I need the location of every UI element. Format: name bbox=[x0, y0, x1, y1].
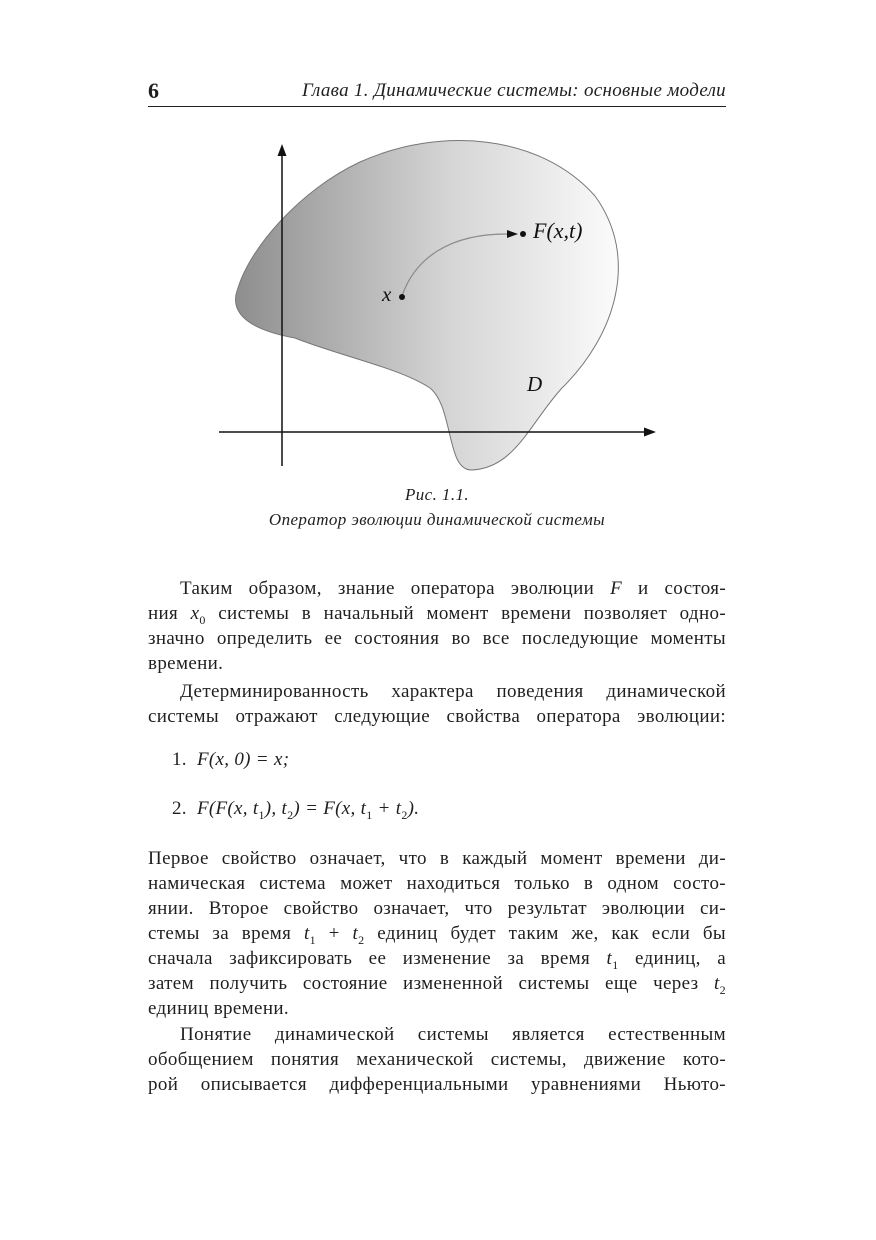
label-x: x bbox=[382, 282, 392, 306]
paragraph-4 bbox=[148, 1022, 726, 1097]
p3-line-1: Первое свойство означает, что в каждый момент времени ди- bbox=[148, 848, 726, 869]
paragraph-1 bbox=[148, 576, 726, 676]
p4-line-3: рой описывается дифференциальными уравнениями Ньюто- bbox=[148, 1074, 726, 1095]
paragraph-2 bbox=[148, 679, 726, 729]
label-fxt: F(x,t) bbox=[533, 218, 583, 243]
p3-line-7: единиц времени. bbox=[148, 998, 289, 1019]
p1-line-2: ния $x_0$ системы в начальный момент времени позволяет одно- bbox=[148, 603, 726, 627]
p3-line-2: намическая система может находиться только в одном состо- bbox=[148, 873, 726, 894]
p2-line-1: Детерминированность характера поведения динамической bbox=[180, 681, 726, 702]
y-axis-arrow bbox=[278, 144, 287, 156]
p3-line-4: стемы за время $t_1 + t_2$ единиц будет таким же, как если бы bbox=[148, 923, 726, 947]
property-list-item-1: 1. F(x, 0) = x; bbox=[172, 749, 290, 770]
p3-line-5: сначала зафиксировать ее изменение за время $t_1$ единиц, а bbox=[148, 948, 726, 972]
p1-line-3: значно определить ее состояния во все последующие моменты bbox=[148, 628, 726, 649]
page-number: 6 bbox=[148, 78, 159, 103]
evolution-operator-figure bbox=[210, 138, 670, 478]
point-fxt bbox=[520, 231, 526, 237]
point-x bbox=[399, 294, 405, 300]
figure-caption-title: Оператор эволюции динамической системы bbox=[268, 510, 606, 529]
p2-line-2: системы отражают следующие свойства оператора эволюции: bbox=[148, 706, 726, 727]
p3-line-3: янии. Второе свойство означает, что результат эволюции си- bbox=[148, 898, 726, 919]
p1-line-1: Таким образом, знание оператора эволюции F и состоя- bbox=[180, 578, 727, 599]
figure-caption-number: Рис. 1.1. bbox=[404, 485, 470, 504]
region-d bbox=[236, 141, 619, 470]
p1-line-4: времени. bbox=[148, 653, 224, 674]
p4-line-2: обобщением понятия механической системы, движение кото- bbox=[148, 1049, 726, 1070]
page-header bbox=[148, 76, 726, 107]
p4-line-1: Понятие динамической системы является естественным bbox=[180, 1024, 726, 1045]
running-head: Глава 1. Динамические системы: основные модели bbox=[301, 80, 726, 101]
paragraph-3 bbox=[148, 846, 726, 1021]
label-d: D bbox=[527, 372, 543, 396]
p3-line-6: затем получить состояние измененной системы еще через $t_2$ bbox=[148, 973, 726, 997]
x-axis-arrow bbox=[644, 428, 656, 437]
property-list-item-2: 2. F(F(x, $t_1$), $t_2) = F(x$, $t_1 + t_2$). bbox=[172, 798, 420, 822]
